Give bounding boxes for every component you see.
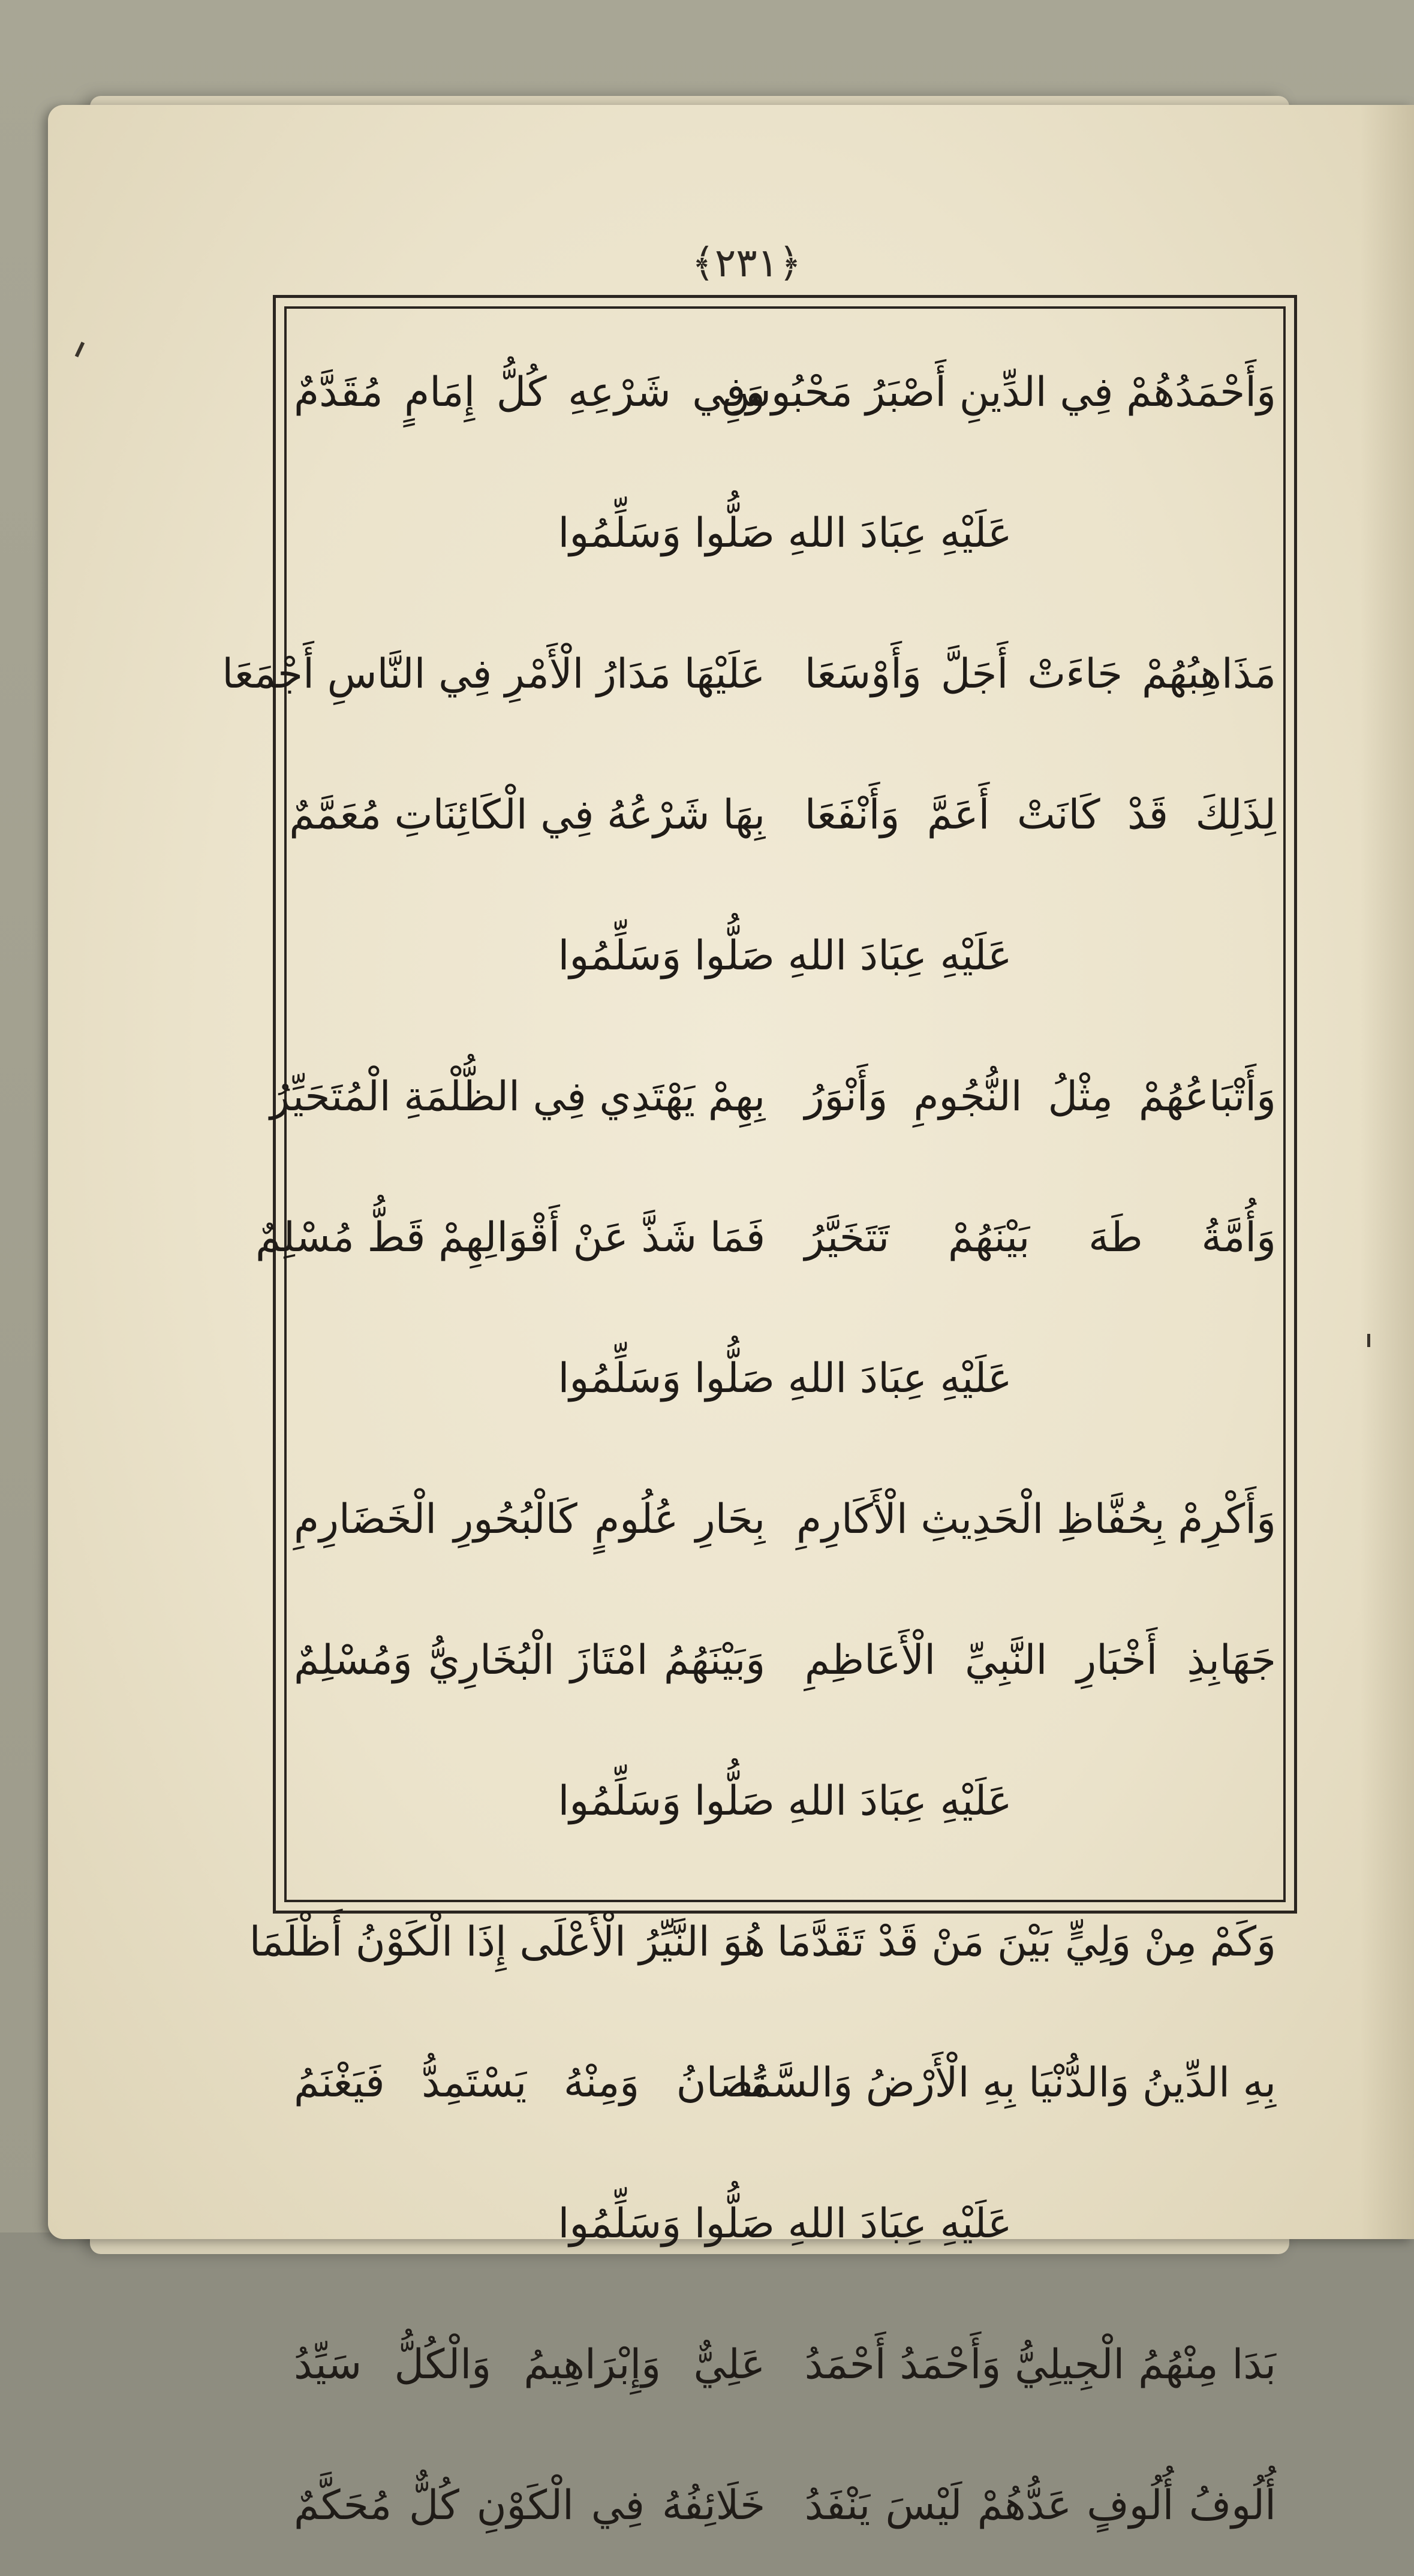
right-hemistich: بَدَا مِنْهُمُ الْجِيلِيُّ وَأَحْمَدُ أَحْمَدُ — [804, 2340, 1276, 2388]
verse — [289, 745, 1276, 885]
poem — [222, 322, 1276, 2576]
text-frame — [222, 295, 1297, 2529]
verse — [270, 1026, 1276, 1167]
spine-shade — [1360, 105, 1414, 2239]
left-hemistich: عَلِيٌّ وَإِبْرَاهِيمُ وَالْكُلُّ سَيِّدُ — [294, 2340, 766, 2388]
verse — [294, 2294, 1276, 2435]
left-hemistich: وَبَيْنَهُمُ امْتَازَ الْبُخَارِيُّ وَمُسْلِمٌ — [294, 1636, 766, 1684]
right-hemistich: وَأَتْبَاعُهُمْ مِثْلُ النُّجُومِ وَأَنْوَرُ — [804, 1072, 1276, 1120]
ink-mark — [1367, 1334, 1370, 1347]
right-hemistich: أُلُوفُ أُلُوفٍ عَدُّهُمْ لَيْسَ يَنْفَدُ — [804, 2481, 1276, 2529]
refrain: عَلَيْهِ عِبَادَ اللهِ صَلُّوا وَسَلِّمُوا — [558, 932, 1012, 980]
page-number: ﴿٢٣١﴾ — [691, 240, 802, 286]
verse — [249, 1872, 1276, 2012]
right-hemistich: وَكَمْ مِنْ وَلِيٍّ بَيْنَ مَنْ قَدْ تَقَدَّمَا — [777, 1918, 1276, 1966]
left-hemistich: بِهِمْ يَهْتَدِي فِي الظُّلْمَةِ الْمُتَحَيِّرُ — [270, 1072, 766, 1120]
left-hemistich: بِحَارِ عُلُومٍ كَالْبُحُورِ الْخَضَارِمِ — [294, 1495, 766, 1543]
refrain: عَلَيْهِ عِبَادَ اللهِ صَلُّوا وَسَلِّمُوا — [558, 1355, 1012, 1402]
refrain: عَلَيْهِ عِبَادَ اللهِ صَلُّوا وَسَلِّمُوا — [558, 510, 1012, 557]
verse — [294, 1449, 1276, 1590]
left-hemistich: بِهَا شَرْعُهُ فِي الْكَائِنَاتِ مُعَمَّمٌ — [289, 791, 766, 839]
refrain: عَلَيْهِ عِبَادَ اللهِ صَلُّوا وَسَلِّمُوا — [558, 1777, 1012, 1825]
left-hemistich: وَفِي شَرْعِهِ كُلُّ إِمَامٍ مُقَدَّمٌ — [294, 368, 766, 416]
refrain: عَلَيْهِ عِبَادَ اللهِ صَلُّوا وَسَلِّمُوا — [558, 2200, 1012, 2247]
right-hemistich: وَأُمَّةُ طَهَ بَيْنَهُمْ تَتَخَيَّرُ — [804, 1213, 1276, 1261]
verse — [294, 2012, 1276, 2153]
left-hemistich: عَلَيْهَا مَدَارُ الْأَمْرِ فِي النَّاسِ أَجْمَعَا — [222, 650, 766, 698]
verse — [255, 1167, 1276, 1308]
left-hemistich: هُوَ النَّيِّرُ الْأَعْلَى إِذَا الْكَوْنُ أَظْلَمَا — [249, 1918, 766, 1966]
right-hemistich: وَأَكْرِمْ بِحُفَّاظِ الْحَدِيثِ الْأَكَارِمِ — [796, 1495, 1276, 1543]
left-hemistich: فَمَا شَذَّ عَنْ أَقْوَالِهِمْ قَطُّ مُسْلِمٌ — [255, 1213, 766, 1261]
verse — [294, 1590, 1276, 1731]
right-hemistich: مَذَاهِبُهُمْ جَاءَتْ أَجَلَّ وَأَوْسَعَا — [804, 650, 1276, 698]
right-hemistich: بِهِ الدِّينُ وَالدُّنْيَا بِهِ الْأَرْضُ وَالسَّمَا — [736, 2059, 1276, 2107]
left-hemistich: خَلَائِفُهُ فِي الْكَوْنِ كُلٌّ مُحَكَّمٌ — [294, 2481, 766, 2529]
left-hemistich: تُصَانُ وَمِنْهُ يَسْتَمِدُّ فَيَغْنَمُ — [294, 2059, 766, 2107]
verse — [222, 604, 1276, 745]
right-hemistich: لِذَلِكَ قَدْ كَانَتْ أَعَمَّ وَأَنْفَعَا — [804, 791, 1276, 839]
verse — [294, 2435, 1276, 2576]
right-hemistich: جَهَابِذِ أَخْبَارِ النَّبِيِّ الْأَعَاظِمِ — [804, 1636, 1276, 1684]
verse — [294, 322, 1276, 463]
right-hemistich: وَأَحْمَدُهُمْ فِي الدِّينِ أَصْبَرُ مَحْبُوسِ — [721, 368, 1276, 416]
